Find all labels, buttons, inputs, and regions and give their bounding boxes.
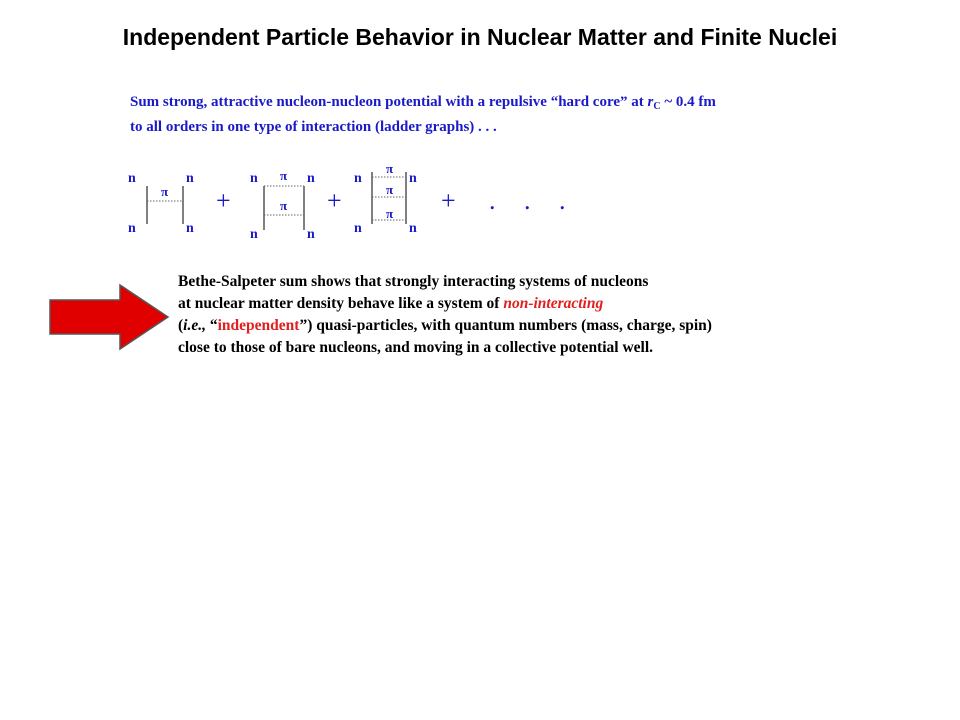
- plus-sign: +: [216, 186, 231, 215]
- nucleon-label: n: [186, 221, 194, 236]
- nucleon-label: n: [354, 221, 362, 236]
- nucleon-label: n: [409, 171, 417, 186]
- independent-emphasis: independent: [217, 317, 300, 334]
- nucleon-label: n: [186, 171, 194, 186]
- plus-sign: +: [327, 186, 342, 215]
- nucleon-label: n: [307, 227, 315, 242]
- pion-label: π: [386, 182, 394, 197]
- body-line-4: close to those of bare nucleons, and moving in a collective potential well.: [178, 339, 654, 356]
- pion-label: π: [161, 184, 169, 199]
- ie-text: i.e.,: [183, 317, 206, 334]
- nucleon-label: n: [128, 171, 136, 186]
- ellipsis-dot: .: [489, 186, 496, 215]
- body-line-2: [178, 293, 938, 315]
- intro-line-1-b: ~ 0.4 fm: [660, 94, 716, 110]
- pion-label: π: [386, 206, 394, 221]
- body-line-1: Bethe-Salpeter sum shows that strongly interacting systems of nucleons: [178, 273, 649, 290]
- nucleon-label: n: [250, 227, 258, 242]
- nucleon-label: n: [354, 171, 362, 186]
- ladder-graph-2: [250, 168, 315, 242]
- red-arrow-icon: [46, 282, 176, 352]
- nucleon-label: n: [250, 171, 258, 186]
- body-line-2-a: at nuclear matter density behave like a system of: [178, 295, 504, 312]
- nucleon-label: n: [307, 171, 315, 186]
- r-symbol: r: [647, 94, 654, 110]
- ladder-diagrams: [0, 0, 960, 260]
- ladder-graph-3: [354, 161, 417, 236]
- body-line-3: [178, 315, 938, 337]
- ellipsis-dot: .: [559, 186, 566, 215]
- ellipsis-dot: .: [524, 186, 531, 215]
- body-line-3-paren: (: [178, 317, 184, 334]
- plus-sign: +: [441, 186, 456, 215]
- ladder-graph-1: [128, 171, 194, 236]
- non-interacting-emphasis: non-interacting: [503, 295, 604, 312]
- body-line-3-b: ”) quasi-particles, with quantum numbers (mass, charge, spin): [299, 317, 712, 334]
- intro-line-1-a: Sum strong, attractive nucleon-nucleon potential with a repulsive “hard core” at: [130, 94, 648, 110]
- nucleon-label: n: [409, 221, 417, 236]
- pion-label: π: [386, 161, 394, 176]
- open-quote: “: [205, 317, 218, 334]
- body-text: [178, 271, 938, 359]
- slide-title: Independent Particle Behavior in Nuclear Matter and Finite Nuclei: [122, 24, 838, 50]
- pion-label: π: [280, 168, 288, 183]
- nucleon-label: n: [128, 221, 136, 236]
- intro-line-2: to all orders in one type of interaction (ladder graphs) . . .: [130, 119, 497, 135]
- r-subscript: C: [653, 101, 661, 112]
- pion-label: π: [280, 198, 288, 213]
